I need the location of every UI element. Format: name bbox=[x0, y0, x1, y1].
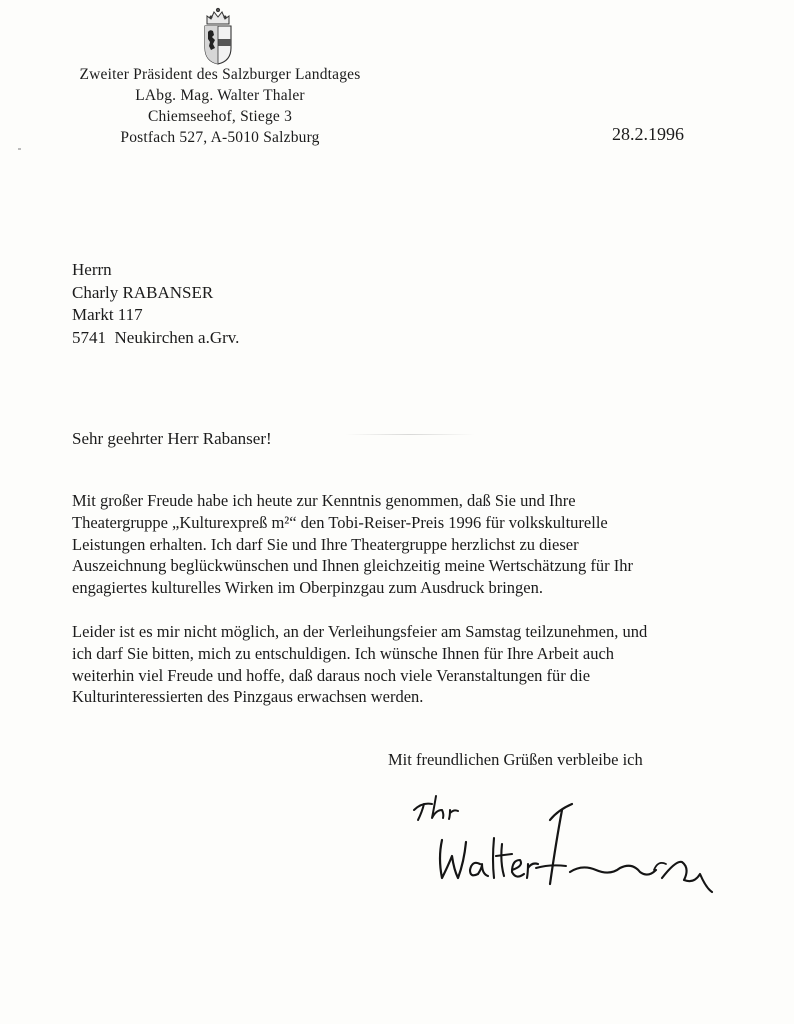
recipient-line: Markt 117 bbox=[72, 305, 143, 324]
letterhead-title: Zweiter Präsident des Salzburger Landtages bbox=[79, 66, 361, 83]
body-line: ich darf Sie bitten, mich zu entschuldigen. Ich wünsche Ihnen für Ihre Arbeit auch bbox=[72, 643, 615, 663]
scan-artifact-line bbox=[345, 434, 475, 435]
letterhead bbox=[30, 64, 410, 148]
letter-date: 28.2.1996 bbox=[612, 124, 684, 144]
recipient-line: Herrn bbox=[72, 260, 112, 279]
closing-line: Mit freundlichen Grüßen verbleibe ich bbox=[388, 750, 643, 769]
body-line: Kulturinteressierten des Pinzgaus erwachsen werden. bbox=[72, 687, 424, 707]
body-line: Mit großer Freude habe ich heute zur Kenntnis genommen, daß Sie und Ihre bbox=[72, 491, 576, 510]
salzburg-coat-of-arms-icon bbox=[201, 6, 235, 66]
body-line: weiterhin viel Freude und hoffe, daß daraus noch viele Veranstaltungen für die bbox=[72, 665, 591, 685]
salutation: Sehr geehrter Herr Rabanser! bbox=[72, 429, 272, 448]
recipient-line: 5741 Neukirchen a.Grv. bbox=[72, 327, 240, 347]
body-line: Leistungen erhalten. Ich darf Sie und Ihre Theatergruppe herzlichst zu dieser bbox=[72, 534, 579, 554]
body-paragraph-2 bbox=[72, 621, 647, 708]
recipient-line: Charly RABANSER bbox=[72, 282, 214, 302]
letterhead-street: Chiemseehof, Stiege 3 bbox=[147, 108, 293, 125]
recipient-address bbox=[72, 259, 239, 349]
letterhead-postal: Postfach 527, A-5010 Salzburg bbox=[120, 129, 320, 146]
body-paragraph-1 bbox=[72, 490, 633, 599]
letterhead-name: LAbg. Mag. Walter Thaler bbox=[135, 87, 305, 104]
scan-speck bbox=[18, 148, 21, 150]
body-line: engagiertes kulturelles Wirken im Oberpinzgau zum Ausdruck bringen. bbox=[72, 578, 543, 598]
body-line: Auszeichnung beglückwünschen und Ihnen gleichzeitig meine Wertschätzung für Ihr bbox=[72, 556, 634, 576]
handwritten-signature-icon bbox=[400, 780, 730, 920]
body-line: Leider ist es mir nicht möglich, an der Verleihungsfeier am Samstag teilzunehmen, und bbox=[72, 622, 648, 641]
body-line: Theatergruppe „Kulturexpreß m²“ den Tobi-Reiser-Preis 1996 für volkskulturelle bbox=[72, 512, 608, 532]
